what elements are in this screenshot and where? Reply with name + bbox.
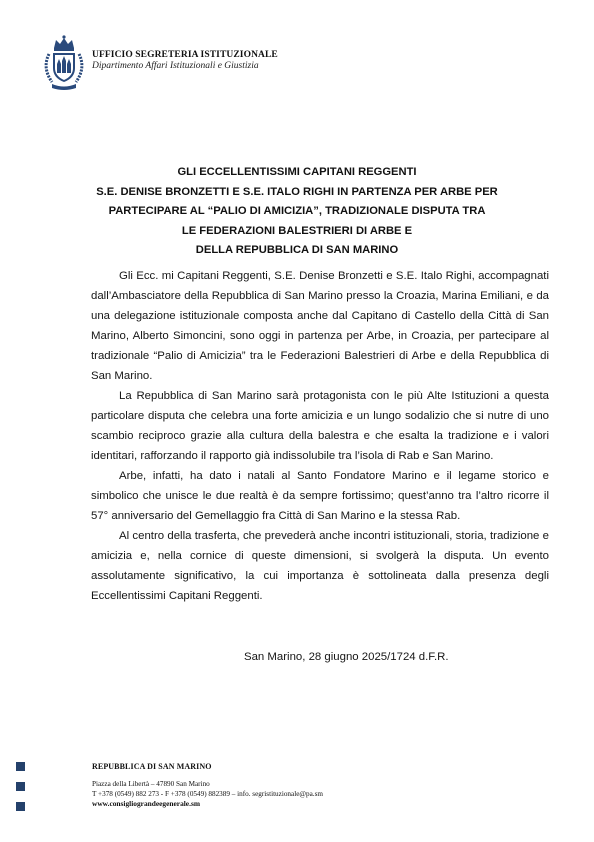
- office-title: UFFICIO SEGRETERIA ISTITUZIONALE: [92, 50, 278, 60]
- body-paragraph: La Repubblica di San Marino sarà protagonista con le più Alte Istituzioni a questa particolare disputa che celebra una forte amicizia e un lungo sodalizio che si nutre di uno scambio reciproco grazie alla cultura della balestra e che esalta la tradizione e i valori identitari, rafforzando il rapporto già indissolubile tra l’isola di Rab e San Marino.: [91, 390, 549, 462]
- title-line: LE FEDERAZIONI BALESTRIERI DI ARBE E: [181, 224, 413, 237]
- office-subtitle: Dipartimento Affari Istituzionali e Giustizia: [92, 61, 259, 71]
- footer-address: Piazza della Libertà – 47890 San Marino: [92, 780, 210, 788]
- place-and-date: San Marino, 28 giugno 2025/1724 d.F.R.: [244, 651, 449, 663]
- footer-contacts: T +378 (0549) 882 273 - F +378 (0549) 882389 – info. segristituzionale@pa.sm: [92, 790, 323, 798]
- footer-website-link[interactable]: www.consigliograndeegenerale.sm: [92, 799, 200, 808]
- body-paragraph: Arbe, infatti, ha dato i natali al Santo Fondatore Marino e il legame storico e simbolico che unisce le due realtà è da sempre fortissimo; quest’anno tra l’altro ricorre il 57° anniversario del Gemellaggio fra Città di San Marino e la stessa Rab.: [91, 470, 549, 522]
- footer-title: REPUBBLICA DI SAN MARINO: [92, 762, 212, 771]
- body-paragraph: Gli Ecc. mi Capitani Reggenti, S.E. Denise Bronzetti e S.E. Italo Righi, accompagnati dall’Ambasciatore della Repubblica di San Marino presso la Croazia, Marina Emiliani, e da una delegazione istituzionale composta anche dal Capitano di Castello della Città di San Marino, Alberto Simoncini, sono oggi in partenza per Arbe, in Croazia, per partecipare al tradizionale “Palio di Amicizia” tra le Federazioni Balestrieri di Arbe e della Repubblica di San Marino.: [91, 270, 549, 382]
- body-paragraph: Al centro della trasferta, che prevederà anche incontri istituzionali, storia, tradizione e amicizia e, nella cornice di queste dimensioni, si svolgerà la disputa. Un evento assolutamente significativo, la cui importanza è sottolineata dalla presenza degli Eccellentissimi Capitani Reggenti.: [91, 530, 549, 602]
- footer-square-icon: [16, 782, 25, 791]
- title-line: S.E. DENISE BRONZETTI E S.E. ITALO RIGHI IN PARTENZA PER ARBE PER: [96, 185, 498, 198]
- title-line: DELLA REPUBBLICA DI SAN MARINO: [195, 244, 399, 257]
- footer-square-icon: [16, 762, 25, 771]
- footer-square-icon: [16, 802, 25, 811]
- footer-decoration: [16, 762, 28, 822]
- press-release-title: [60, 163, 534, 261]
- press-release-body: [91, 266, 549, 606]
- san-marino-coat-of-arms-icon: [40, 34, 88, 92]
- title-line: GLI ECCELLENTISSIMI CAPITANI REGGENTI: [177, 166, 417, 178]
- footer: [92, 762, 323, 809]
- title-line: PARTECIPARE AL “PALIO DI AMICIZIA”, TRADIZIONALE DISPUTA TRA: [108, 205, 486, 218]
- letterhead: [40, 34, 560, 94]
- office-heading: [92, 50, 278, 71]
